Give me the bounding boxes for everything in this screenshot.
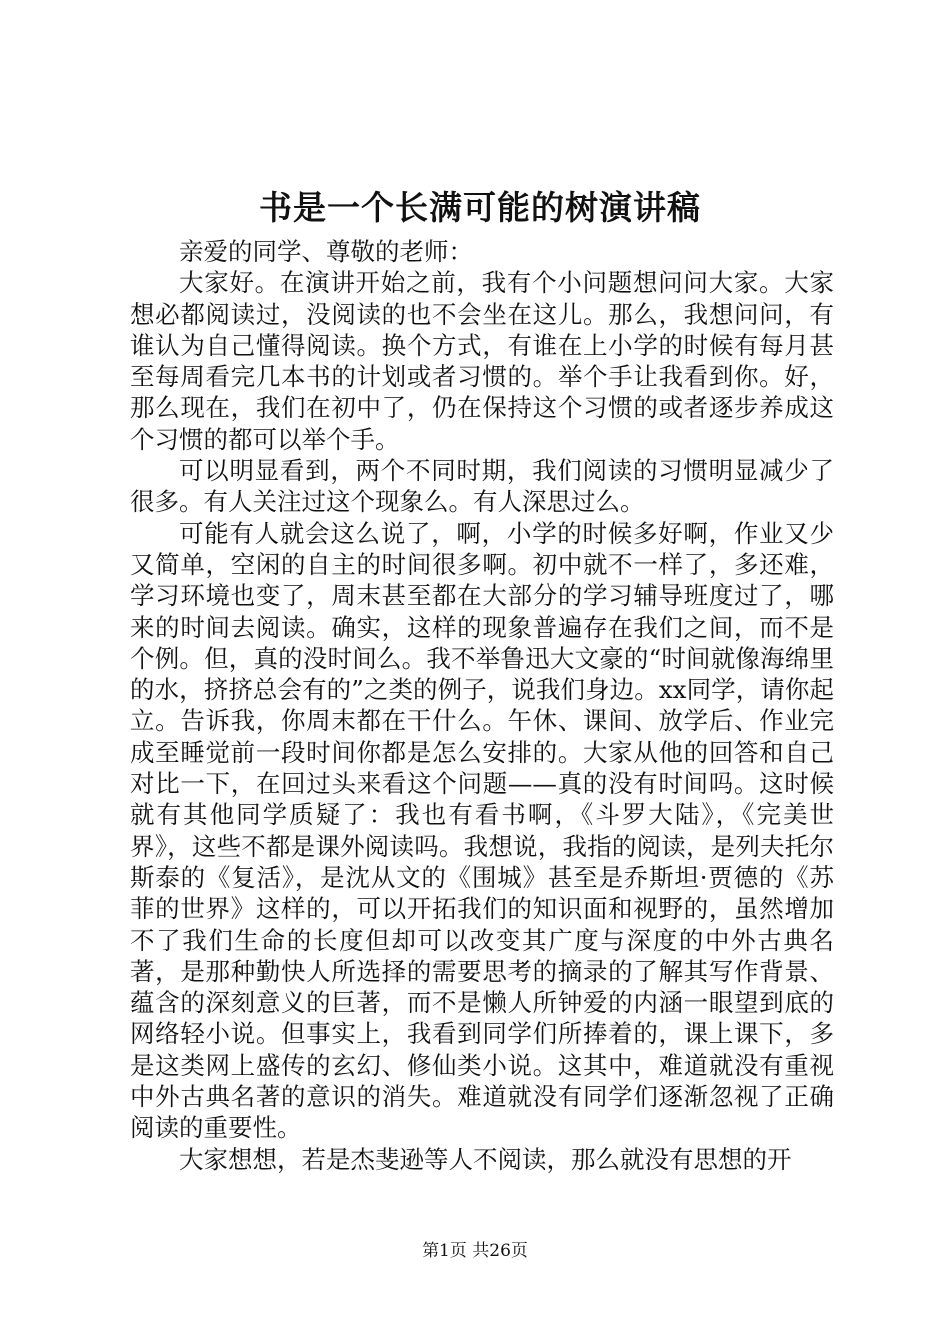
body-paragraph-1: 大家好。在演讲开始之前，我有个小问题想问问大家。大家想必都阅读过，没阅读的也不会坐在这儿。那么，我想问问，有谁认为自己懂得阅读。换个方式，有谁在上小学的时候有每月甚至每周看完几本书的计划或者习惯的。举个手让我看到你。好，那么现在，我们在初中了，仍在保持这个习惯的或者逐步养成这个习惯的都可以举个手。 bbox=[130, 268, 834, 454]
body-paragraph-2: 可以明显看到，两个不同时期，我们阅读的习惯明显减少了很多。有人关注过这个现象么。有人深思过么。 bbox=[130, 456, 834, 517]
document-body bbox=[130, 236, 834, 1175]
body-paragraph-4: 大家想想，若是杰斐逊等人不阅读，那么就没有思想的开 bbox=[179, 1144, 792, 1174]
document-title: 书是一个长满可能的树演讲稿 bbox=[259, 188, 701, 227]
salutation-paragraph: 亲爱的同学、尊敬的老师： bbox=[179, 237, 473, 266]
page-number-footer: 第1页 共26页 bbox=[422, 1241, 528, 1261]
body-paragraph-3: 可能有人就会这么说了，啊，小学的时候多好啊，作业又少又简单，空闲的自主的时间很多啊。初中就不一样了，多还难，学习环境也变了，周末甚至都在大部分的学习辅导班度过了，哪来的时间去阅读。确实，这样的现象普遍存在我们之间，而不是个例。但，真的没时间么。我不举鲁迅大文豪的“时间就像海绵里的水，挤挤总会有的”之类的例子，说我们身边。xx同学，请你起立。告诉我，你周末都在干什么。午休、课间、放学后、作业完成至睡觉前一段时间你都是怎么安排的。大家从他的回答和自己对比一下，在回过头来看这个问题——真的没有时间吗。这时候就有其他同学质疑了：我也有看书啊，《斗罗大陆》，《完美世界》，这些不都是课外阅读吗。我想说，我指的阅读，是列夫托尔斯泰的《复活》，是沈从文的《围城》甚至是乔斯坦·贾德的《苏菲的世界》这样的，可以开拓我们的知识面和视野的，虽然增加不了我们生命的长度但却可以改变其广度与深度的中外古典名著，是那种勤快人所选择的需要思考的摘录的了解其写作背景、蕴含的深刻意义的巨著，而不是懒人所钟爱的内涵一眼望到底的网络轻小说。但事实上，我看到同学们所捧着的，课上课下，多是这类网上盛传的玄幻、修仙类小说。这其中，难道就没有重视中外古典名著的意识的消失。难道就没有同学们逐渐忽视了正确阅读的重要性。 bbox=[130, 518, 834, 1143]
